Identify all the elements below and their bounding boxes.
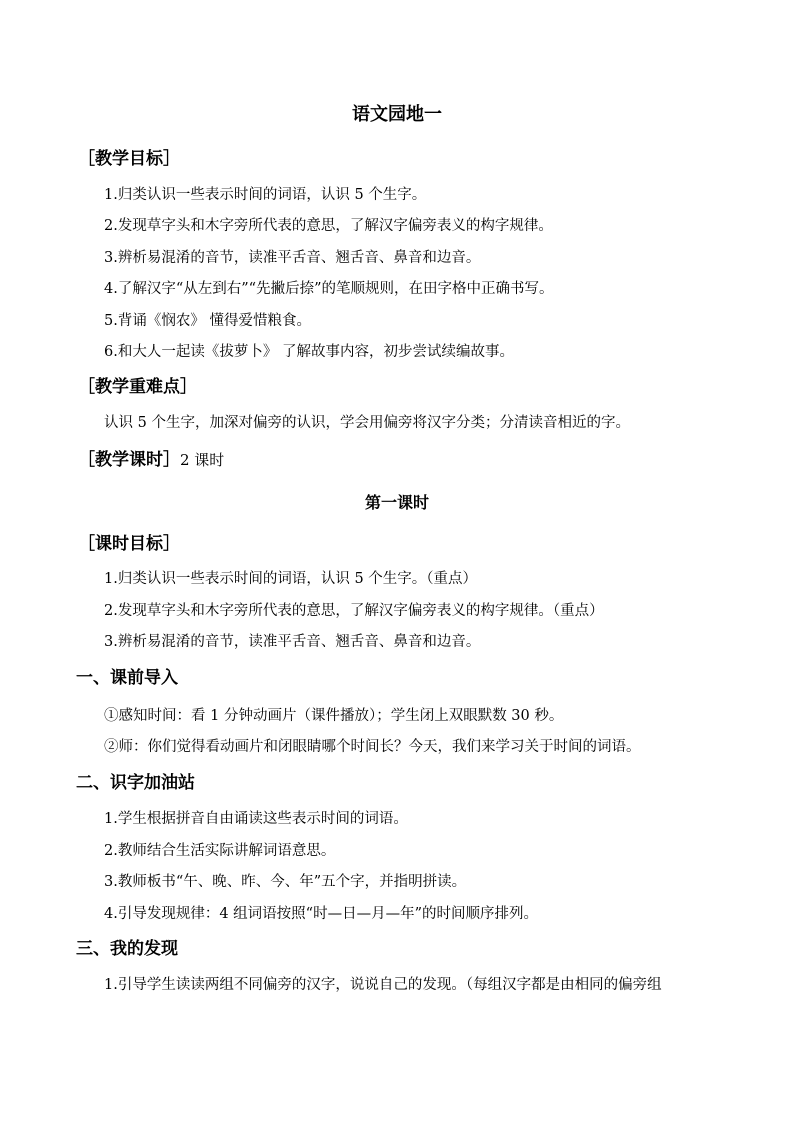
key-points-heading: ［教学重难点］ xyxy=(78,377,197,397)
section-item: 2.教师结合生活实际讲解词语意思。 xyxy=(104,843,336,859)
lesson-one-title: 第一课时 xyxy=(364,493,429,512)
objective-item: 3.辨析易混淆的音节，读准平舌音、翘舌音、鼻音和边音。 xyxy=(104,250,481,266)
section-heading-intro: 一、课前导入 xyxy=(76,668,178,688)
page-title: 语文园地一 xyxy=(352,104,442,125)
teaching-objectives-heading: ［教学目标］ xyxy=(78,149,180,169)
lesson-objective-item: 2.发现草字头和木字旁所代表的意思，了解汉字偏旁表义的构字规律。（重点） xyxy=(104,603,604,619)
section-heading-literacy: 二、识字加油站 xyxy=(76,773,195,793)
section-item: 4.引导发现规律：4 组词语按照“时—日—月—年”的时间顺序排列。 xyxy=(104,906,538,922)
section-heading-discovery: 三、我的发现 xyxy=(76,939,178,959)
lesson-objective-item: 1.归类认识一些表示时间的词语，认识 5 个生字。（重点） xyxy=(104,571,478,587)
section-item: 1.引导学生读读两组不同偏旁的汉字，说说自己的发现。（每组汉字都是由相同的偏旁组 xyxy=(104,977,662,993)
objective-item: 1.归类认识一些表示时间的词语，认识 5 个生字。 xyxy=(104,187,427,203)
class-hours-line xyxy=(78,449,224,471)
objective-item: 5.背诵《悯农》 懂得爱惜粮食。 xyxy=(104,313,311,329)
key-points-text: 认识 5 个生字，加深对偏旁的认识，学会用偏旁将汉字分类；分清读音相近的字。 xyxy=(104,415,630,431)
lesson-objective-item: 3.辨析易混淆的音节，读准平舌音、翘舌音、鼻音和边音。 xyxy=(104,634,481,650)
objective-item: 6.和大人一起读《拔萝卜》 了解故事内容，初步尝试续编故事。 xyxy=(104,344,514,360)
class-hours-heading: ［教学课时］ xyxy=(78,450,180,470)
objective-item: 4.了解汉字“从左到右”“先撇后捺”的笔顺规则，在田字格中正确书写。 xyxy=(104,281,554,297)
lesson-objectives-heading: ［课时目标］ xyxy=(78,534,180,554)
section-item: ①感知时间：看 1 分钟动画片（课件播放）；学生闭上双眼默数 30 秒。 xyxy=(104,708,564,724)
objective-item: 2.发现草字头和木字旁所代表的意思，了解汉字偏旁表义的构字规律。 xyxy=(104,218,553,234)
section-item: 3.教师板书“午、晚、昨、今、年”五个字，并指明拼读。 xyxy=(104,874,467,890)
section-item: ②师：你们觉得看动画片和闭眼睛哪个时间长？今天，我们来学习关于时间的词语。 xyxy=(104,739,641,755)
class-hours-value: 2 课时 xyxy=(180,451,225,469)
section-item: 1.学生根据拼音自由诵读这些表示时间的词语。 xyxy=(104,811,408,827)
